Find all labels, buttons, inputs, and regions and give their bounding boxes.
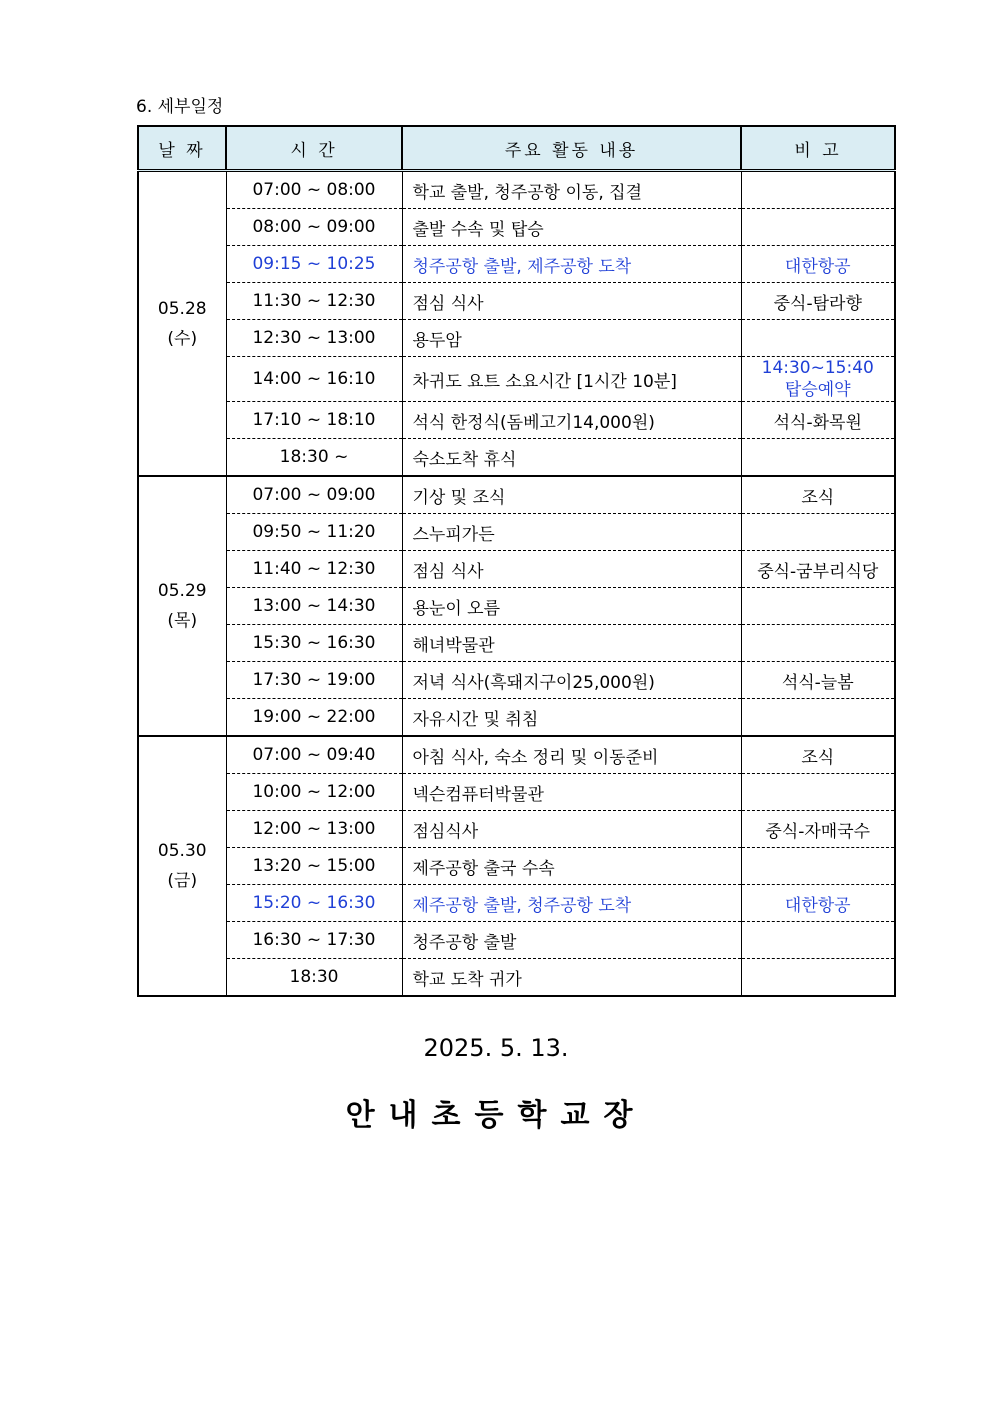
table-row <box>138 551 895 588</box>
activity-cell: 점심 식사 <box>402 283 741 320</box>
activity-cell: 해녀박물관 <box>402 625 741 662</box>
table-row <box>138 922 895 959</box>
activity-cell: 용두암 <box>402 320 741 357</box>
note-cell <box>741 171 895 209</box>
time-cell: 12:00 ~ 13:00 <box>226 811 402 848</box>
note-cell: 중식-자매국수 <box>741 811 895 848</box>
table-row <box>138 283 895 320</box>
time-cell: 18:30 <box>226 959 402 997</box>
note-cell <box>741 625 895 662</box>
time-cell: 11:40 ~ 12:30 <box>226 551 402 588</box>
activity-cell: 자유시간 및 취침 <box>402 699 741 737</box>
note-line: 탑승예약 <box>784 380 851 400</box>
note-cell <box>741 699 895 737</box>
note-cell <box>741 357 895 402</box>
schedule-table <box>137 125 896 997</box>
activity-cell: 제주공항 출발, 청주공항 도착 <box>402 885 741 922</box>
time-cell: 17:10 ~ 18:10 <box>226 402 402 439</box>
activity-cell: 석식 한정식(돔베고기14,000원) <box>402 402 741 439</box>
date-cell <box>138 476 226 736</box>
activity-cell: 넥슨컴퓨터박물관 <box>402 774 741 811</box>
note-line: 14:30~15:40 <box>761 358 874 378</box>
table-row <box>138 476 895 514</box>
note-cell: 중식-탐라향 <box>741 283 895 320</box>
note-cell <box>741 848 895 885</box>
note-cell <box>741 774 895 811</box>
date-cell <box>138 171 226 477</box>
time-cell: 07:00 ~ 09:40 <box>226 736 402 774</box>
activity-cell: 스누피가든 <box>402 514 741 551</box>
table-row <box>138 625 895 662</box>
activity-cell: 제주공항 출국 수속 <box>402 848 741 885</box>
note-cell: 대한항공 <box>741 246 895 283</box>
time-cell: 17:30 ~ 19:00 <box>226 662 402 699</box>
table-row <box>138 699 895 737</box>
table-row <box>138 736 895 774</box>
activity-cell: 청주공항 출발, 제주공항 도착 <box>402 246 741 283</box>
time-cell: 16:30 ~ 17:30 <box>226 922 402 959</box>
time-cell: 11:30 ~ 12:30 <box>226 283 402 320</box>
activity-cell: 점심 식사 <box>402 551 741 588</box>
table-row <box>138 357 895 402</box>
table-row <box>138 885 895 922</box>
time-cell: 12:30 ~ 13:00 <box>226 320 402 357</box>
school-signature: 안내초등학교장 <box>345 1098 647 1133</box>
note-cell: 조식 <box>741 736 895 774</box>
date-cell <box>138 736 226 996</box>
note-cell: 석식-늘봄 <box>741 662 895 699</box>
note-cell <box>741 514 895 551</box>
note-cell: 중식-굼부리식당 <box>741 551 895 588</box>
table-row <box>138 209 895 246</box>
weekday-value: (금) <box>167 871 198 891</box>
date-value: 05.30 <box>157 841 207 861</box>
time-cell: 07:00 ~ 09:00 <box>226 476 402 514</box>
activity-cell: 저녁 식사(흑돼지구이25,000원) <box>402 662 741 699</box>
note-cell: 석식-화목원 <box>741 402 895 439</box>
table-row <box>138 811 895 848</box>
time-cell: 10:00 ~ 12:00 <box>226 774 402 811</box>
header-row <box>138 126 895 171</box>
time-cell: 19:00 ~ 22:00 <box>226 699 402 737</box>
table-row <box>138 662 895 699</box>
time-cell: 18:30 ~ <box>226 439 402 477</box>
time-cell: 15:30 ~ 16:30 <box>226 625 402 662</box>
note-cell <box>741 209 895 246</box>
date-value: 05.28 <box>157 298 207 319</box>
time-cell: 13:00 ~ 14:30 <box>226 588 402 625</box>
activity-cell: 학교 도착 귀가 <box>402 959 741 997</box>
table-row <box>138 171 895 209</box>
time-cell: 08:00 ~ 09:00 <box>226 209 402 246</box>
note-cell <box>741 959 895 997</box>
table-row <box>138 402 895 439</box>
header-time: 시 간 <box>226 126 402 171</box>
activity-cell: 기상 및 조식 <box>402 476 741 514</box>
note-cell <box>741 922 895 959</box>
header-note: 비 고 <box>741 126 895 171</box>
table-row <box>138 439 895 477</box>
table-row <box>138 246 895 283</box>
note-cell <box>741 320 895 357</box>
activity-cell: 숙소도착 휴식 <box>402 439 741 477</box>
table-row <box>138 959 895 997</box>
time-cell: 15:20 ~ 16:30 <box>226 885 402 922</box>
activity-cell: 점심식사 <box>402 811 741 848</box>
issue-date: 2025. 5. 13. <box>423 1034 569 1062</box>
header-activity: 주요 활동 내용 <box>402 126 741 171</box>
table-row <box>138 320 895 357</box>
activity-cell: 용눈이 오름 <box>402 588 741 625</box>
note-cell: 조식 <box>741 476 895 514</box>
section-title: 6. 세부일정 <box>136 97 224 117</box>
activity-cell: 아침 식사, 숙소 정리 및 이동준비 <box>402 736 741 774</box>
time-cell: 07:00 ~ 08:00 <box>226 171 402 209</box>
note-cell: 대한항공 <box>741 885 895 922</box>
table-row <box>138 774 895 811</box>
date-value: 05.29 <box>157 581 207 601</box>
time-cell: 09:50 ~ 11:20 <box>226 514 402 551</box>
table-row <box>138 514 895 551</box>
weekday-value: (수) <box>167 328 198 349</box>
time-cell: 09:15 ~ 10:25 <box>226 246 402 283</box>
weekday-value: (목) <box>167 611 198 631</box>
header-date: 날 짜 <box>138 126 226 171</box>
table-row <box>138 848 895 885</box>
time-cell: 13:20 ~ 15:00 <box>226 848 402 885</box>
activity-cell: 출발 수속 및 탑승 <box>402 209 741 246</box>
time-cell: 14:00 ~ 16:10 <box>226 357 402 402</box>
note-cell <box>741 439 895 477</box>
table-row <box>138 588 895 625</box>
activity-cell: 청주공항 출발 <box>402 922 741 959</box>
activity-cell: 학교 출발, 청주공항 이동, 집결 <box>402 171 741 209</box>
note-cell <box>741 588 895 625</box>
activity-cell: 차귀도 요트 소요시간 [1시간 10분] <box>402 357 741 402</box>
